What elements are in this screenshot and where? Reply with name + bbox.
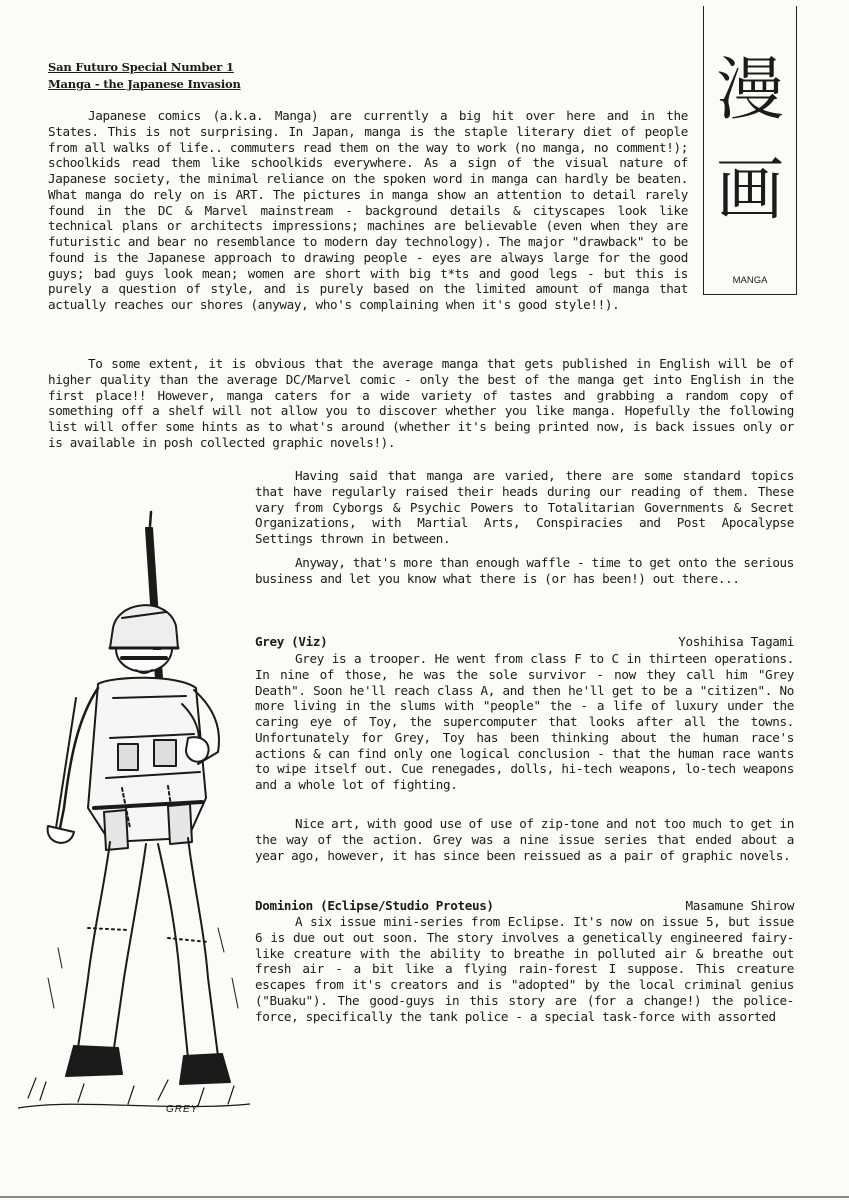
grey-paragraph-2: Nice art, with good use of use of zip-tone and not too much to get in the way of the action. Grey was a nine issue series that ended about a year ago, however, it has since been reissued as a pair of graphic novels.: [255, 816, 795, 863]
intro-paragraph-1: Japanese comics (a.k.a. Manga) are currently a big hit over here and in the States. This is not surprising. In Japan, manga is the staple literary diet of people from all walks of life.. commuters read them on the way to work (no manga, no comment!); schoolkids read them like schoolkids everywhere. As a sign of the visual nature of Japanese society, the minimal reliance on the spoken word in manga can hardly be beaten. What manga do rely on is ART. The pictures in manga show an attention to detail rarely found in the DC & Marvel mainstream - background details & cityscapes look like technical plans or architects impressions; machines are believable (even when they are futuristic and bear no resemblance to modern day technology). The major "drawback" to be found is the Japanese approach to drawing people - eyes are always large for the good guys; bad guys look mean; women are short with big t*ts and good legs - but this is purely a question of style, and is purely based on the limited amount of manga that actually reaches our shores (anyway, who's complaining when it's good style!!).: [48, 108, 688, 312]
intro-paragraph-4: Anyway, that's more than enough waffle - time to get onto the serious business and let you know what there is (or has been!) out there...: [255, 555, 795, 586]
dominion-section-title: Dominion (Eclipse/Studio Proteus): [255, 898, 494, 913]
kanji-ga: 画: [715, 151, 784, 230]
grey-section-title: Grey (Viz): [255, 634, 328, 649]
intro-paragraph-2: To some extent, it is obvious that the average manga that gets published in English will be of higher quality than the average DC/Marvel comic - only the best of the manga get into English in the first place!! However, manga caters for a wide variety of tastes and grabbing a random copy of something off a shelf will not allow you to discover whether you like manga. Hopefully the following list will offer some hints as to what's around (whether it's being printed now, is back issues only or is available in posh collected graphic novels!).: [48, 356, 794, 450]
kanji-man: 漫: [715, 51, 784, 130]
dominion-paragraph-1: A six issue mini-series from Eclipse. It's now on issue 5, but issue 6 is due out out soon. The story involves a genetically engineered fairy-like creature with the ability to breathe in polluted air & breathe out fresh air - a bit like a flying rain-forest I suppose. This creature escapes from it's creators and is "adopted" by the local criminal genius ("Buaku"). The good-guys in this story are (for a change!) the police-force, specifically the tank police - a special task-force with assorted: [255, 914, 794, 1024]
bottom-rule: [0, 1196, 849, 1198]
dominion-author: Masamune Shirow: [685, 898, 794, 913]
grey-author: Yoshihisa Tagami: [678, 634, 794, 649]
article-title: San Futuro Special Number 1: [48, 60, 234, 74]
kanji-caption: MANGA: [732, 275, 768, 286]
kanji-sidebar-box: [703, 6, 797, 295]
intro-paragraph-3: Having said that manga are varied, there are some standard topics that have regularly raised their heads during our reading of them. These vary from Cyborgs & Psychic Powers to Totalitarian Governments & Secret Organizations, with Martial Arts, Conspiracies and Post Apocalypse Settings thrown in between.: [255, 468, 794, 546]
soldier-illustration: [18, 508, 250, 1128]
grey-paragraph-1: Grey is a trooper. He went from class F to C in thirteen operations. In nine of those, he was the sole survivor - now they call him "Grey Death". Soon he'll reach class A, and then he'll get to be a "citizen". No more living in the slums with "people" the - a life of luxury under the caring eye of Toy, the supercomputer that looks after all the towns. Unfortunately for Grey, Toy has been thinking about the human race's actions & can find only one logical conclusion - that the human race wants to wipe itself out. Cue renegades, dolls, hi-tech weapons, lo-tech weapons and a whole lot of fighting.: [255, 651, 794, 792]
illustration-caption: GREY: [166, 1104, 199, 1115]
article-subtitle: Manga - the Japanese Invasion: [48, 77, 241, 91]
